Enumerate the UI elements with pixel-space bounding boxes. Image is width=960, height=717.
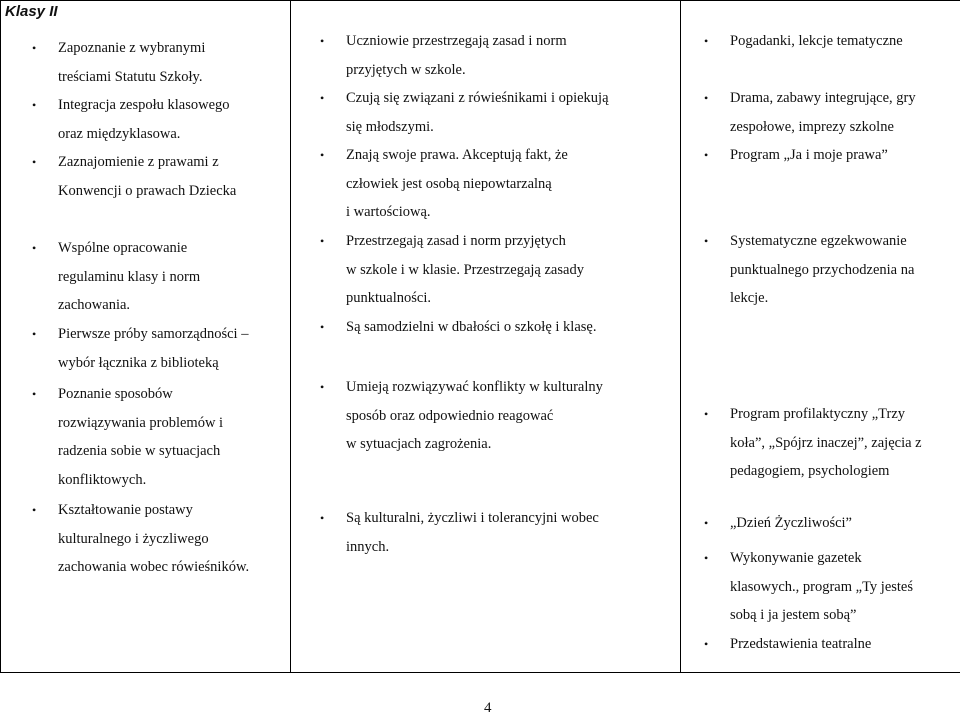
list-item-line: pedagogiem, psychologiem	[730, 463, 890, 479]
list-item	[320, 27, 567, 84]
list-item	[704, 227, 915, 313]
list-item-line: oraz międzyklasowa.	[58, 125, 181, 142]
list-item	[704, 141, 888, 170]
list-item-line: punktualnego przychodzenia na	[730, 261, 915, 278]
list-item	[32, 234, 201, 320]
bullet-icon: •	[704, 516, 709, 530]
list-item	[704, 84, 916, 141]
bullet-icon: •	[32, 155, 37, 169]
bullet-icon: •	[320, 380, 325, 394]
list-item-line: Uczniowie przestrzegają zasad i norm	[346, 33, 567, 49]
class-heading: Klasy II	[5, 3, 58, 20]
bullet-icon: •	[32, 41, 37, 55]
bullet-icon: •	[704, 34, 709, 48]
list-item-line: rozwiązywania problemów i	[58, 414, 224, 431]
list-item-line: przyjętych w szkole.	[346, 61, 466, 78]
list-item-line: zachowania.	[58, 297, 131, 313]
list-item-line: Czują się związani z rówieśnikami i opiekują	[346, 90, 609, 106]
list-item-line: Konwencji o prawach Dziecka	[58, 182, 237, 199]
list-item	[704, 544, 914, 630]
list-item-line: Znają swoje prawa. Akceptują fakt, że	[346, 147, 568, 163]
column-divider-2	[680, 0, 681, 673]
list-item-line: wybór łącznika z biblioteką	[58, 354, 219, 371]
bullet-icon: •	[320, 320, 325, 334]
list-item-line: Zaznajomienie z prawami z	[58, 154, 219, 170]
list-item-line: Drama, zabawy integrujące, gry	[730, 90, 916, 106]
list-item	[320, 504, 599, 561]
list-item-line: zespołowe, imprezy szkolne	[730, 118, 894, 135]
bullet-icon: •	[320, 34, 325, 48]
list-item	[32, 496, 250, 582]
list-item	[32, 148, 237, 205]
bullet-icon: •	[704, 148, 709, 162]
list-item-line: Program „Ja i moje prawa”	[730, 147, 888, 163]
bullet-icon: •	[320, 148, 325, 162]
list-item-line: Pierwsze próby samorządności –	[58, 326, 249, 342]
bullet-icon: •	[320, 91, 325, 105]
bullet-icon: •	[32, 503, 37, 517]
bullet-icon: •	[32, 387, 37, 401]
list-item-line: Systematyczne egzekwowanie	[730, 233, 907, 249]
list-item	[32, 320, 249, 377]
list-item-line: punktualności.	[346, 290, 431, 306]
list-item	[32, 34, 206, 91]
list-item	[320, 373, 603, 459]
list-item-line: regulaminu klasy i norm	[58, 268, 201, 285]
list-item-line: treściami Statutu Szkoły.	[58, 68, 203, 85]
list-item-line: sposób oraz odpowiednio reagować	[346, 407, 554, 424]
bullet-icon: •	[32, 327, 37, 341]
table-top-border	[0, 0, 960, 1]
list-item-line: lekcje.	[730, 290, 769, 306]
list-item	[32, 91, 230, 148]
bullet-icon: •	[320, 234, 325, 248]
list-item-line: się młodszymi.	[346, 118, 434, 135]
list-item-line: „Dzień Życzliwości”	[730, 515, 852, 531]
list-item-line: człowiek jest osobą niepowtarzalną	[346, 175, 552, 192]
list-item-line: kulturalnego i życzliwego	[58, 530, 209, 547]
list-item-line: Pogadanki, lekcje tematyczne	[730, 33, 903, 49]
list-item-line: Wspólne opracowanie	[58, 240, 188, 256]
list-item-line: Są kulturalni, życzliwi i tolerancyjni wobec	[346, 510, 599, 526]
list-item-line: Program profilaktyczny „Trzy	[730, 406, 906, 422]
bullet-icon: •	[704, 407, 709, 421]
list-item	[704, 630, 872, 659]
list-item	[320, 141, 568, 227]
list-item-line: Kształtowanie postawy	[58, 502, 193, 518]
list-item-line: klasowych., program „Ty jesteś	[730, 578, 914, 595]
list-item-line: konfliktowych.	[58, 471, 147, 488]
list-item-line: Przestrzegają zasad i norm przyjętych	[346, 233, 566, 249]
list-item-line: sobą i ja jestem sobą”	[730, 607, 857, 623]
list-item-line: Zapoznanie z wybranymi	[58, 40, 206, 56]
list-item-line: Umieją rozwiązywać konflikty w kulturalny	[346, 379, 603, 395]
list-item-line: Są samodzielni w dbałości o szkołę i klasę.	[346, 319, 597, 335]
list-item-line: zachowania wobec rówieśników.	[58, 559, 250, 575]
list-item	[704, 509, 852, 538]
list-item-line: i wartościową.	[346, 204, 431, 220]
list-item-line: Integracja zespołu klasowego	[58, 97, 230, 113]
list-item	[320, 227, 584, 313]
list-item	[32, 380, 224, 494]
list-item	[320, 84, 609, 141]
bullet-icon: •	[704, 234, 709, 248]
page-number: 4	[484, 700, 492, 716]
table-left-border	[0, 0, 1, 673]
bullet-icon: •	[32, 98, 37, 112]
list-item	[320, 313, 597, 342]
list-item-line: koła”, „Spójrz inaczej”, zajęcia z	[730, 434, 922, 451]
bullet-icon: •	[704, 91, 709, 105]
bullet-icon: •	[320, 511, 325, 525]
column-divider-1	[290, 0, 291, 673]
list-item	[704, 400, 922, 486]
list-item-line: Przedstawienia teatralne	[730, 636, 872, 652]
list-item-line: w sytuacjach zagrożenia.	[346, 436, 492, 452]
bullet-icon: •	[32, 241, 37, 255]
list-item-line: w szkole i w klasie. Przestrzegają zasady	[346, 261, 584, 278]
list-item-line: Poznanie sposobów	[58, 386, 173, 402]
bullet-icon: •	[704, 637, 709, 651]
table-bottom-border	[0, 672, 960, 673]
list-item-line: Wykonywanie gazetek	[730, 550, 862, 566]
list-item-line: radzenia sobie w sytuacjach	[58, 443, 221, 459]
list-item-line: innych.	[346, 538, 390, 555]
list-item	[704, 27, 903, 56]
bullet-icon: •	[704, 551, 709, 565]
